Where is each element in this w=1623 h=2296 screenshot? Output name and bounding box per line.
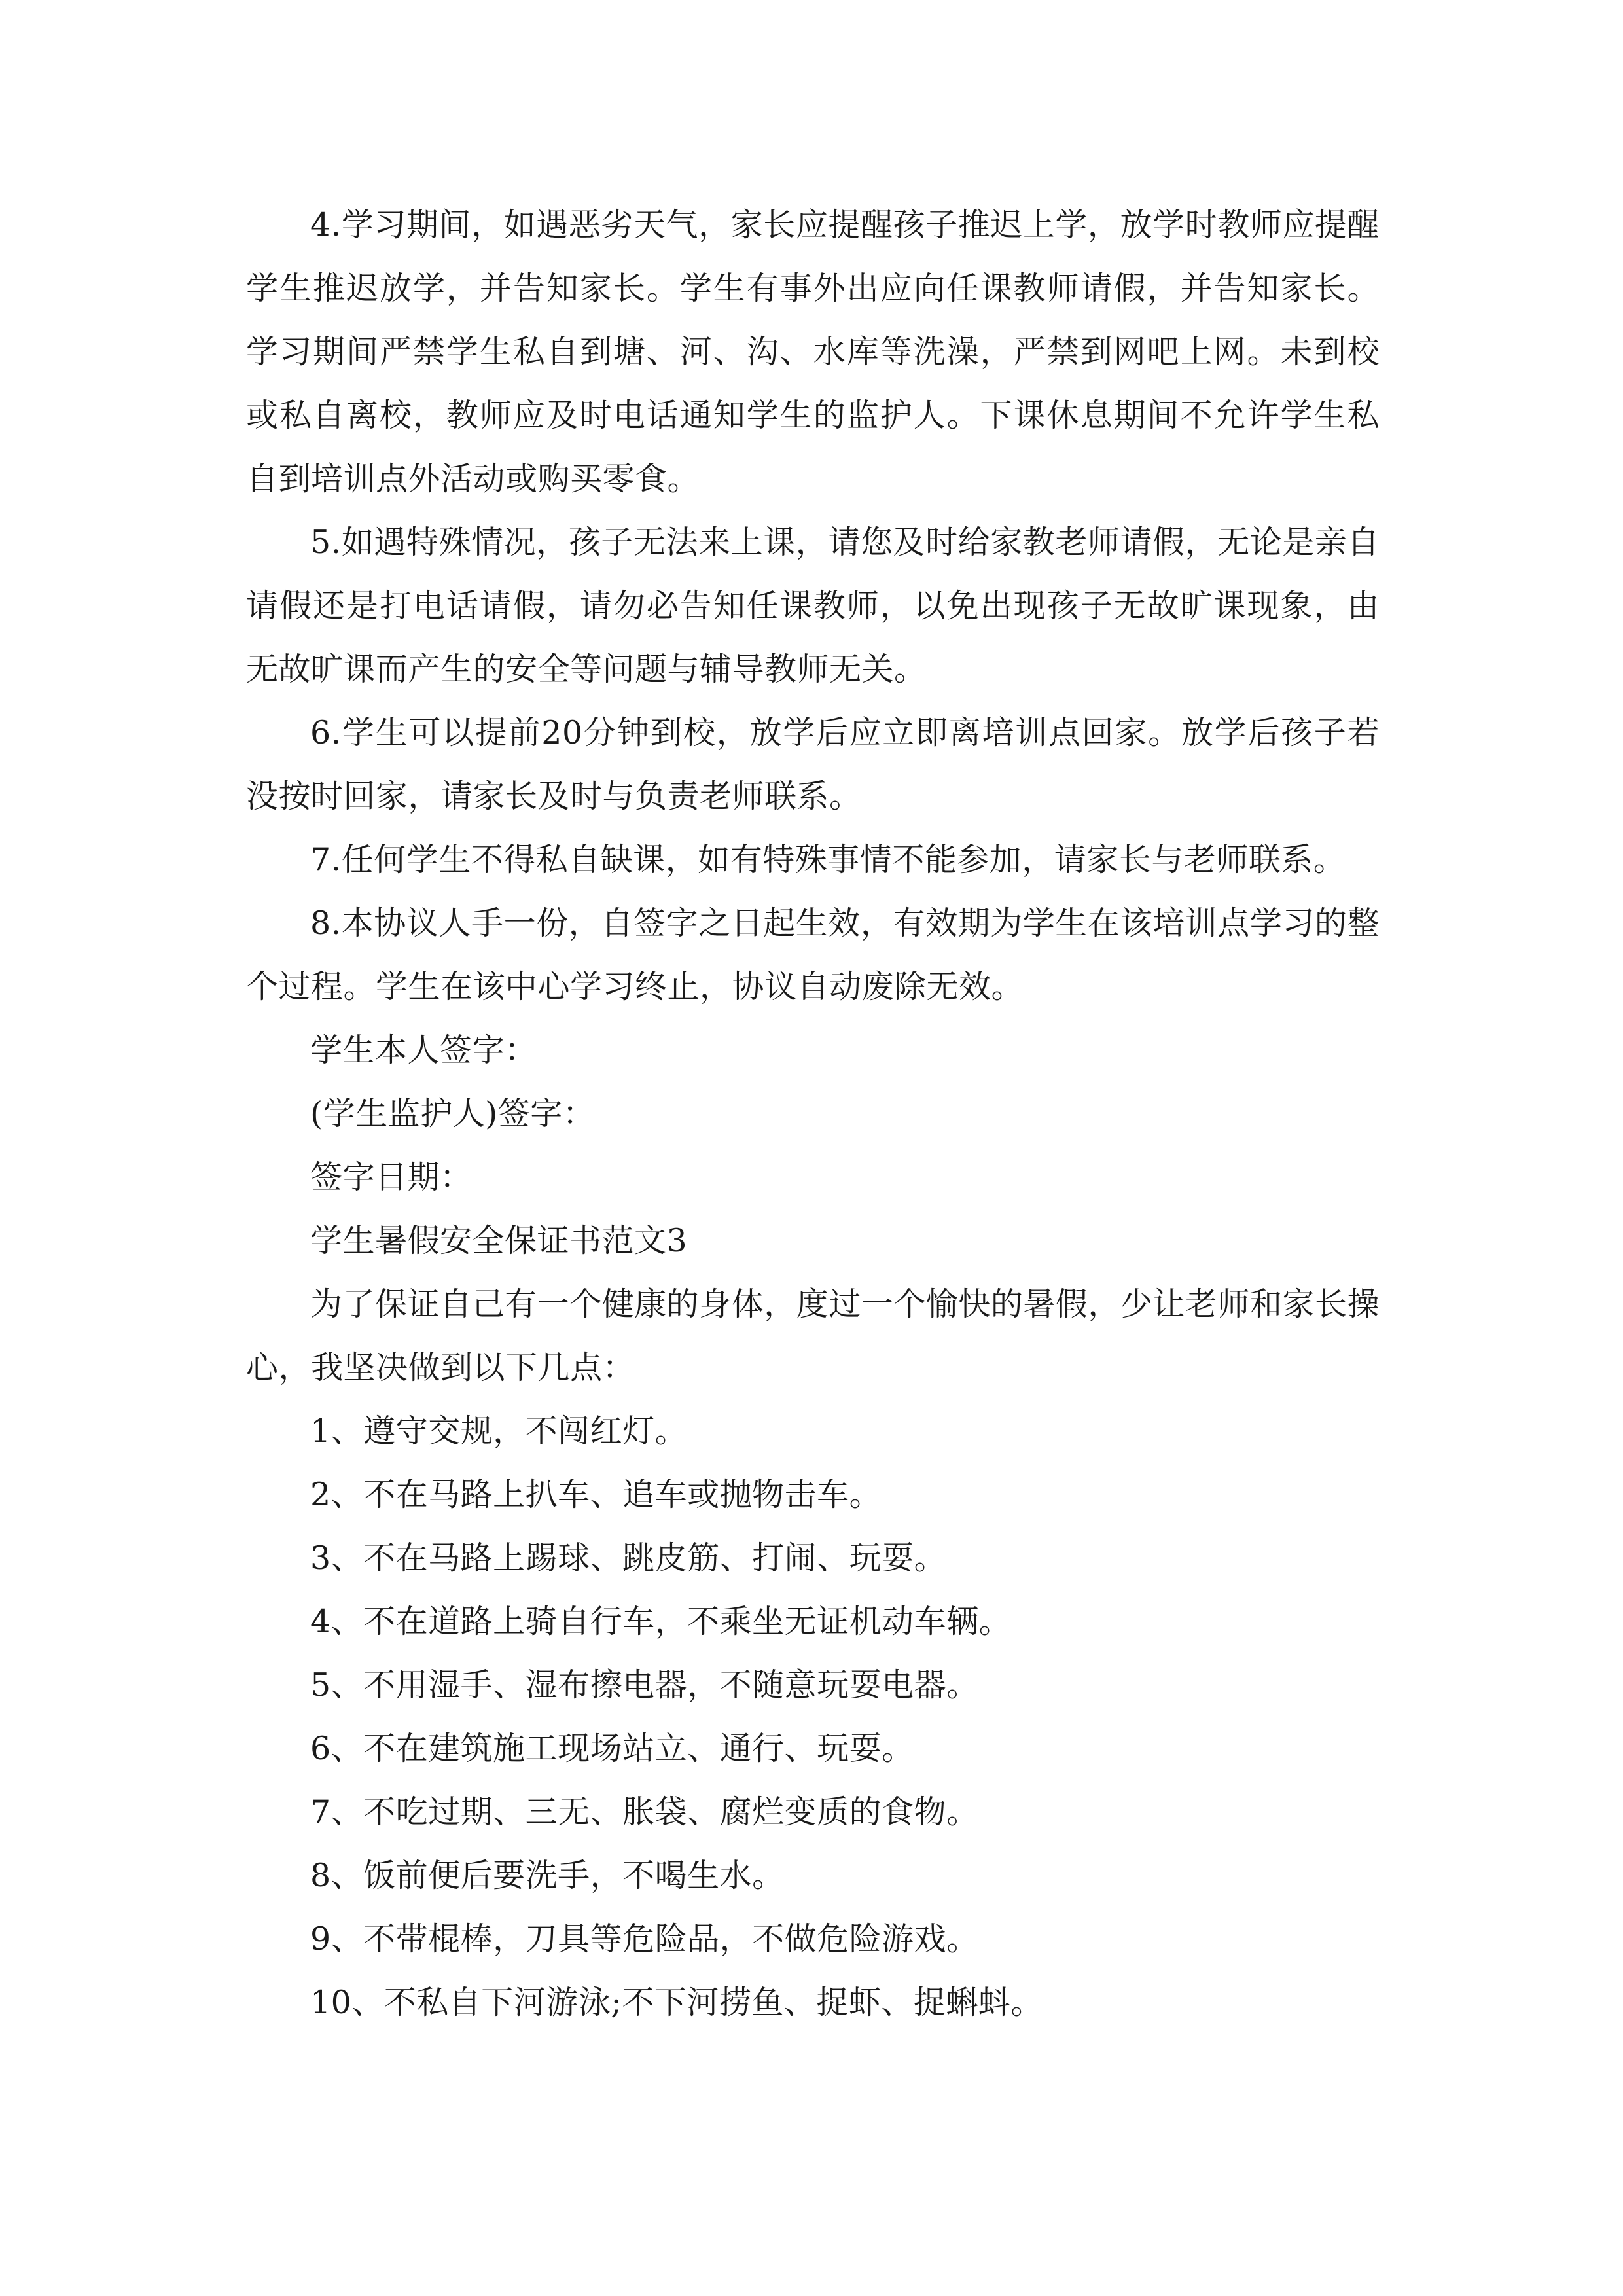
- list-item: 2、不在马路上扒车、追车或抛物击车。: [310, 1476, 882, 1513]
- paragraph-item-8: 8.本协议人手一份，自签字之日起生效，有效期为学生在该培训点学习的整个过程。学生在该中心学习终止，协议自动废除无效。: [246, 905, 1380, 1005]
- paragraph-item-7: 7.任何学生不得私自缺课，如有特殊事情不能参加，请家长与老师联系。: [310, 841, 1346, 878]
- document-body: [246, 193, 1380, 2034]
- list-item: 10、不私自下河游泳;不下河捞鱼、捉虾、捉蝌蚪。: [310, 1984, 1043, 2021]
- list-item: 1、遵守交规，不闯红灯。: [310, 1412, 688, 1450]
- section-title: 学生暑假安全保证书范文3: [310, 1222, 688, 1259]
- paragraph-item-6: 6.学生可以提前20分钟到校，放学后应立即离培训点回家。放学后孩子若没按时回家，请家长及时与负责老师联系。: [246, 714, 1380, 815]
- student-signature-line: 学生本人签字：: [310, 1031, 537, 1069]
- paragraph-item-4: 4.学习期间，如遇恶劣天气，家长应提醒孩子推迟上学，放学时教师应提醒学生推迟放学，并告知家长。学生有事外出应向任课教师请假，并告知家长。学习期间严禁学生私自到塘、河、沟、水库等洗澡，严禁到网吧上网。未到校或私自离校，教师应及时电话通知学生的监护人。下课休息期间不允许学生私自到培训点外活动或购买零食。: [246, 206, 1380, 497]
- list-item: 3、不在马路上踢球、跳皮筋、打闹、玩耍。: [310, 1539, 947, 1577]
- list-item: 4、不在道路上骑自行车，不乘坐无证机动车辆。: [310, 1603, 1012, 1640]
- list-item: 7、不吃过期、三无、胀袋、腐烂变质的食物。: [310, 1793, 979, 1831]
- list-item: 8、饭前便后要洗手，不喝生水。: [310, 1857, 785, 1894]
- intro-paragraph: 为了保证自己有一个健康的身体，度过一个愉快的暑假，少让老师和家长操心，我坚决做到以下几点：: [246, 1285, 1380, 1386]
- paragraph-item-5: 5.如遇特殊情况，孩子无法来上课，请您及时给家教老师请假，无论是亲自请假还是打电话请假，请勿必告知任课教师，以免出现孩子无故旷课现象，由无故旷课而产生的安全等问题与辅导教师无关。: [246, 524, 1380, 688]
- list-item: 6、不在建筑施工现场站立、通行、玩耍。: [310, 1730, 914, 1767]
- guardian-signature-line: (学生监护人)签字：: [310, 1095, 596, 1132]
- list-item: 5、不用湿手、湿布擦电器，不随意玩耍电器。: [310, 1666, 979, 1704]
- signature-date-line: 签字日期：: [310, 1158, 473, 1196]
- list-item: 9、不带棍棒，刀具等危险品，不做危险游戏。: [310, 1920, 979, 1958]
